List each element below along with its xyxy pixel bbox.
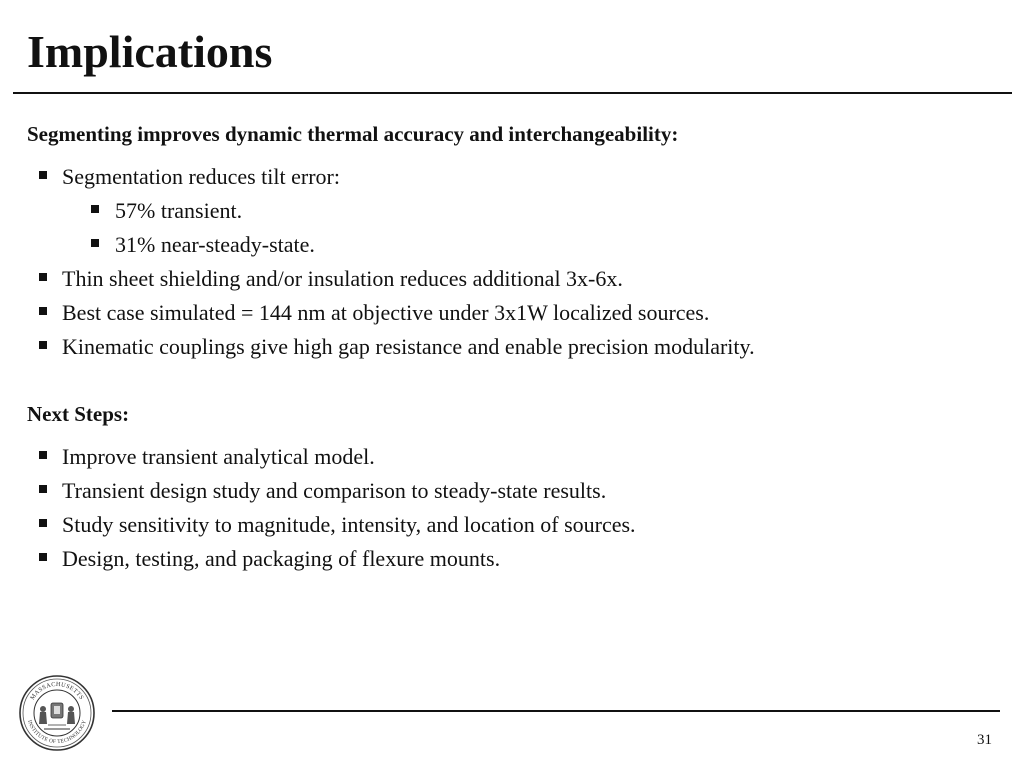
list-item bbox=[0, 474, 636, 508]
page-number: 31 bbox=[977, 732, 992, 748]
next-steps-list bbox=[0, 440, 636, 576]
list-item bbox=[0, 296, 755, 330]
section-heading-findings: Segmenting improves dynamic thermal accuracy and interchangeability: bbox=[27, 122, 679, 146]
square-bullet-icon bbox=[91, 205, 99, 213]
list-item bbox=[0, 508, 636, 542]
findings-list bbox=[0, 160, 755, 364]
list-item-text: Thin sheet shielding and/or insulation reduces additional 3x-6x. bbox=[62, 266, 623, 291]
list-item-text: Best case simulated = 144 nm at objective under 3x1W localized sources. bbox=[62, 300, 710, 325]
list-item-text: Study sensitivity to magnitude, intensity, and location of sources. bbox=[62, 512, 636, 537]
list-item bbox=[0, 542, 636, 576]
square-bullet-icon bbox=[39, 485, 47, 493]
square-bullet-icon bbox=[91, 239, 99, 247]
square-bullet-icon bbox=[39, 341, 47, 349]
list-item-text: Kinematic couplings give high gap resistance and enable precision modularity. bbox=[62, 334, 755, 359]
slide-title: Implications bbox=[27, 26, 273, 77]
title-divider bbox=[13, 92, 1012, 94]
list-item bbox=[0, 440, 636, 474]
footer-divider bbox=[112, 710, 1000, 712]
seal-text-bottom: INSTITUTE OF TECHNOLOGY bbox=[26, 719, 88, 746]
list-item bbox=[0, 194, 755, 228]
list-item-text: Design, testing, and packaging of flexure mounts. bbox=[62, 546, 501, 571]
list-item bbox=[0, 330, 755, 364]
square-bullet-icon bbox=[39, 171, 47, 179]
seal-text-top: MASSACHUSETTS bbox=[29, 680, 86, 702]
list-item-text: 31% near-steady-state. bbox=[115, 232, 315, 257]
square-bullet-icon bbox=[39, 519, 47, 527]
square-bullet-icon bbox=[39, 553, 47, 561]
square-bullet-icon bbox=[39, 451, 47, 459]
list-item-text: Segmentation reduces tilt error: bbox=[62, 164, 340, 189]
square-bullet-icon bbox=[39, 307, 47, 315]
list-item-text: Transient design study and comparison to steady-state results. bbox=[62, 478, 607, 503]
list-item bbox=[0, 262, 755, 296]
list-item bbox=[0, 228, 755, 262]
list-item bbox=[0, 160, 755, 194]
list-item-text: Improve transient analytical model. bbox=[62, 444, 375, 469]
section-heading-next-steps: Next Steps: bbox=[27, 402, 130, 426]
square-bullet-icon bbox=[39, 273, 47, 281]
mit-seal-icon bbox=[18, 674, 96, 752]
list-item-text: 57% transient. bbox=[115, 198, 243, 223]
